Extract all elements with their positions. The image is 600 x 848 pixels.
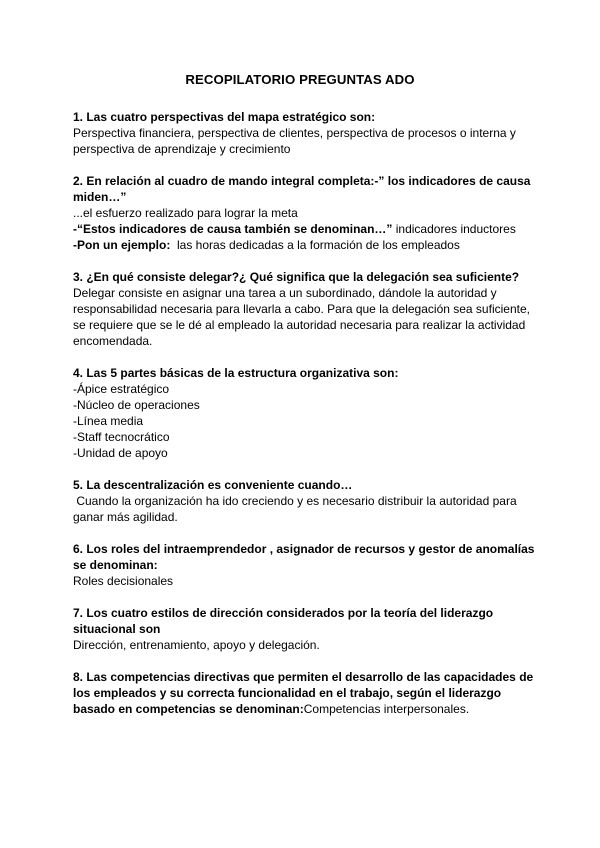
document-title: RECOPILATORIO PREGUNTAS ADO [185,72,415,87]
question-block-1 [73,109,543,157]
question-block-2 [73,173,543,253]
question-4: 4. Las 5 partes básicas de la estructura organizativa son: [73,366,399,380]
list-item: -Staff tecnocrático [73,430,170,444]
question-block-7 [73,605,543,653]
sub-question-2c [73,237,543,253]
sub-question-2c-answer: las horas dedicadas a la formación de los empleados [170,238,460,252]
answer-2: ...el esfuerzo realizado para lograr la meta [73,206,298,220]
question-block-5 [73,477,543,525]
sub-question-2b-answer: indicadores inductores [392,222,516,236]
question-3: 3. ¿En qué consiste delegar?¿ Qué significa que la delegación sea suficiente? [73,270,520,284]
question-block-6 [73,541,543,589]
question-1: 1. Las cuatro perspectivas del mapa estratégico son: [73,110,376,124]
sub-question-2c-label: -Pon un ejemplo: [73,238,171,252]
question-8-paragraph [73,669,543,717]
question-8: 8. Las competencias directivas que permiten el desarrollo de las capacidades de los empleados y su correcta funcionalidad en el trabajo, según el liderazgo basado en competencias se denominan: [73,670,534,716]
question-7: 7. Los cuatro estilos de dirección considerados por la teoría del liderazgo situacional son [73,606,494,636]
question-5: 5. La descentralización es conveniente cuando… [73,478,353,492]
question-2: 2. En relación al cuadro de mando integral completa:-” los indicadores de causa miden…” [73,174,531,204]
answer-3: Delegar consiste en asignar una tarea a un subordinado, dándole la autoridad y responsabilidad necesaria para llevarla a cabo. Para que la delegación sea suficiente, se requiere que se le dé al empleado la autoridad necesaria para realizar la actividad encomendada. [73,286,530,348]
question-6: 6. Los roles del intraemprendedor , asignador de recursos y gestor de anomalías se denominan: [73,542,535,572]
answer-1: Perspectiva financiera, perspectiva de clientes, perspectiva de procesos o interna y perspectiva de aprendizaje y crecimiento [73,126,516,156]
question-block-4 [73,365,543,461]
list-item: -Ápice estratégico [73,382,170,396]
list-item: -Núcleo de operaciones [73,398,200,412]
answer-7: Dirección, entrenamiento, apoyo y delegación. [73,638,320,652]
sub-question-2b [73,221,543,237]
sub-question-2b-label: -“Estos indicadores de causa también se denominan…” [73,222,393,236]
list-item: -Línea media [73,414,144,428]
question-block-3 [73,269,543,349]
answer-5: Cuando la organización ha ido creciendo y es necesario distribuir la autoridad para ganar más agilidad. [73,494,520,524]
document-body [73,109,543,733]
answer-8: Competencias interpersonales. [303,702,470,716]
question-block-8 [73,669,543,717]
answer-6: Roles decisionales [73,574,174,588]
list-item: -Unidad de apoyo [73,446,168,460]
